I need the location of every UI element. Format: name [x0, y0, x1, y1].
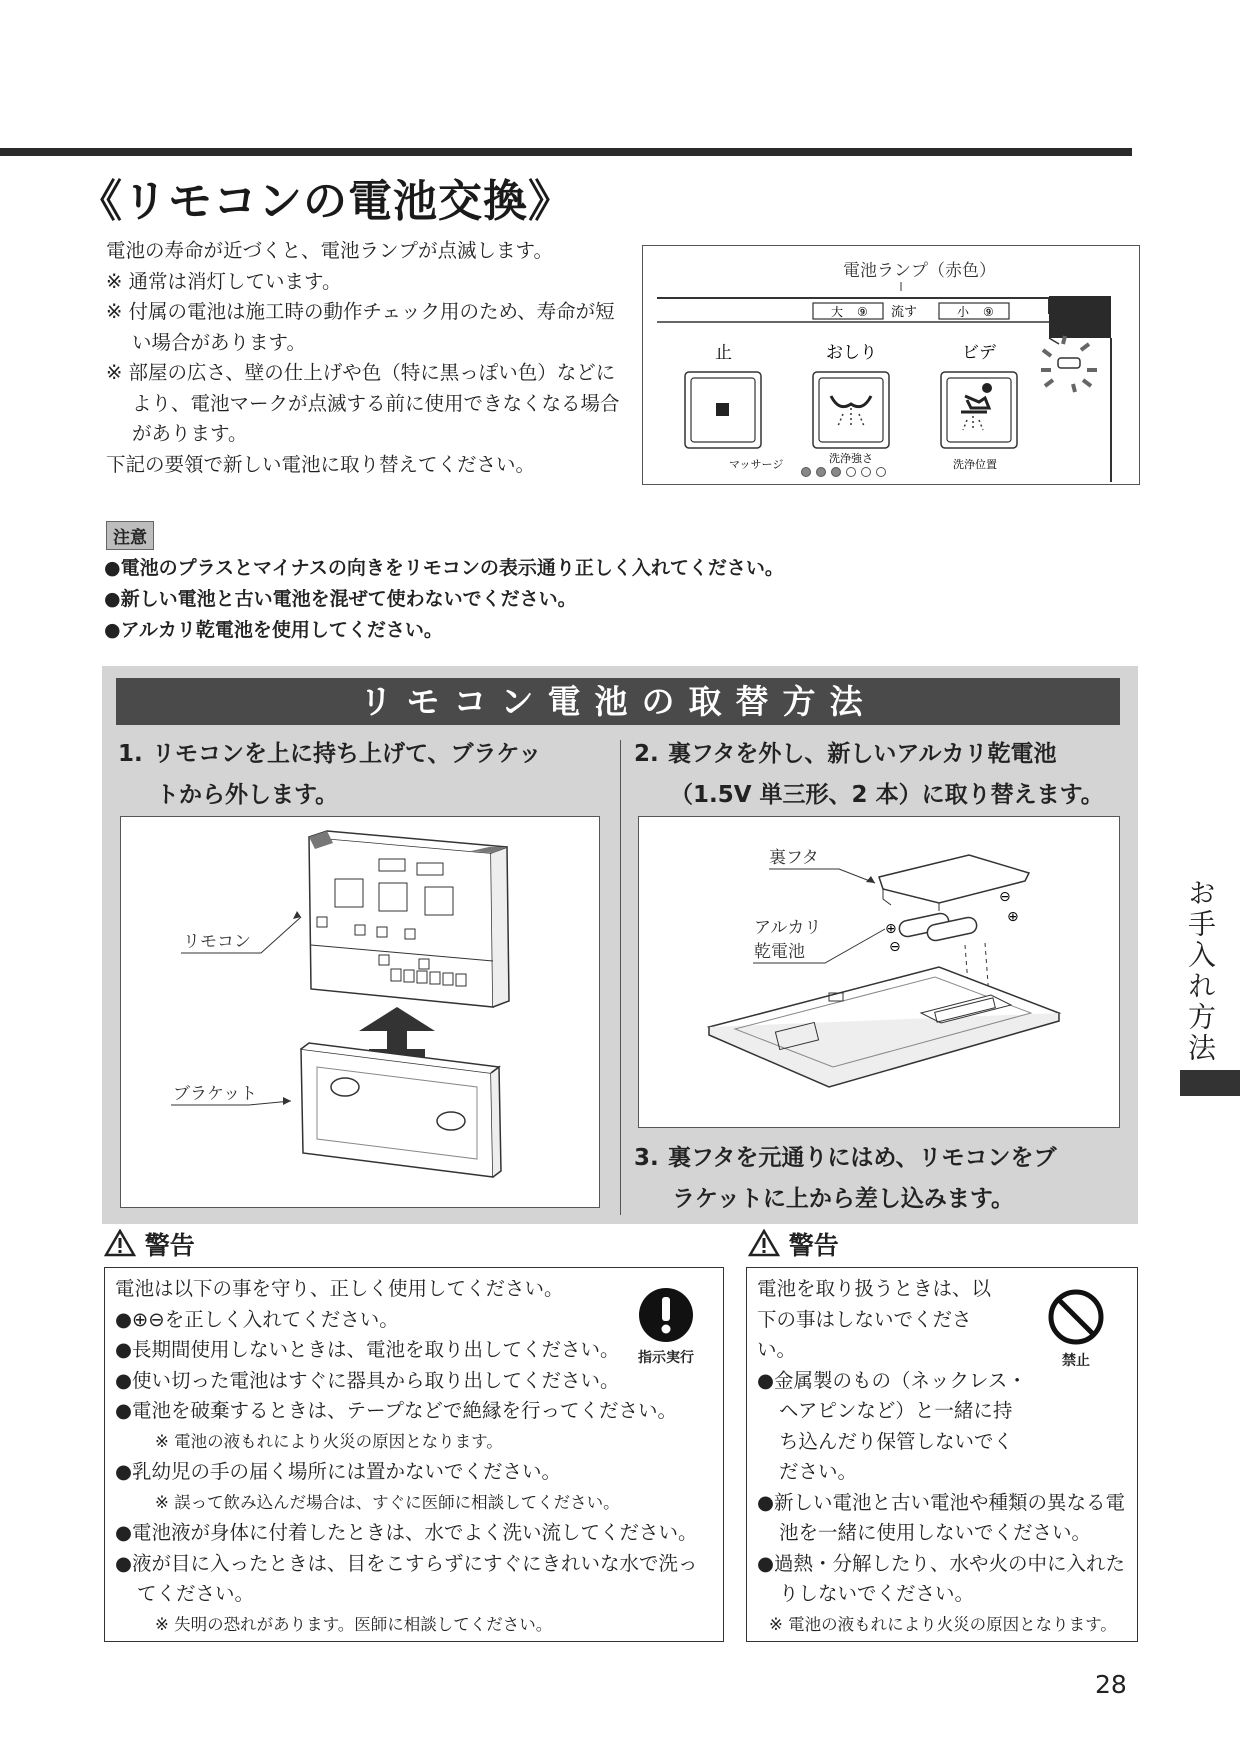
figure-remove-remote-drawing [121, 817, 599, 1207]
intro-note: ※ 通常は消灯しています。 [106, 269, 342, 293]
step-text: リモコンを上に持ち上げて、ブラケッ [152, 741, 542, 767]
warning-item: ●金属製のもの（ネックレス・ヘアピンなど）と一緒に持ち込んだり保管しないでください。 [757, 1368, 1027, 1483]
step-number: 2. [634, 741, 659, 767]
section-tab-marker [1180, 1070, 1240, 1096]
stop-icon [716, 403, 729, 416]
figure-replace-batteries-drawing [639, 817, 1119, 1127]
warning-item: ●長期間使用しないときは、電池を取り出してください。 [115, 1338, 620, 1361]
warning-icon [104, 1229, 136, 1257]
mandatory-action-label: 指示実行 [638, 1350, 694, 1366]
button-oshiri-label: おしり [826, 343, 877, 363]
intro-note: ※ 付属の電池は施工時の動作チェック用のため、寿命が短い場合があります。 [106, 300, 615, 354]
warning-left-box [104, 1267, 724, 1642]
remote-panel-figure [642, 245, 1140, 485]
caution-item: ●アルカリ乾電池を使用してください。 [104, 619, 443, 641]
section-side-tab: お手入れ方法 [1184, 878, 1217, 1064]
intro-line: 電池の寿命が近づくと、電池ランプが点滅します。 [106, 239, 553, 262]
warning-note: ※ 失明の恐れがあります。医師に相談してください。 [155, 1614, 553, 1634]
sub-position: 洗浄位置 [953, 458, 997, 471]
page-number: 28 [1095, 1670, 1127, 1699]
warning-intro: 電池は以下の事を守り、正しく使用してください。 [115, 1277, 564, 1300]
figure-remove-remote [120, 816, 600, 1208]
header-rule [0, 148, 1132, 156]
caution-item: ●新しい電池と古い電池を混ぜて使わないでください。 [104, 588, 577, 610]
svg-text:⊕: ⊕ [1007, 909, 1019, 925]
step-text: 裏フタを元通りにはめ、リモコンをブ [668, 1145, 1057, 1171]
button-bide-label: ビデ [962, 343, 996, 363]
step-number: 3. [634, 1145, 659, 1171]
warning-item: ●電池液が身体に付着したときは、水でよく洗い流してください。 [115, 1521, 698, 1544]
intro-line: 下記の要領で新しい電池に取り替えてください。 [106, 452, 536, 476]
sub-strength: 洗浄強さ [829, 452, 873, 465]
warning-note: ※ 電池の液もれにより火災の原因となります。 [769, 1614, 1117, 1634]
warning-title: 警告 [144, 1231, 195, 1260]
step-1 [118, 734, 541, 816]
step-text: ラケットに上から差し込みます。 [672, 1186, 1015, 1212]
caution-badge: 注意 [106, 521, 154, 550]
warning-right-heading [748, 1226, 839, 1262]
label-remote: リモコン [183, 932, 251, 952]
label-bracket: ブラケット [173, 1084, 258, 1104]
button-stop-label: 止 [715, 343, 732, 363]
intro-text [106, 236, 626, 480]
label-battery-2: 乾電池 [754, 942, 805, 962]
warning-item: ●使い切った電池はすぐに器具から取り出してください。 [115, 1368, 620, 1392]
warning-note: ※ 誤って飲み込んだ場合は、すぐに医師に相談してください。 [155, 1492, 620, 1512]
lamp-label: 電池ランプ（赤色） [843, 261, 996, 281]
procedure-title: リモコン電池の取替方法 [116, 678, 1120, 725]
warning-item: ●電池を破棄するときは、テープなどで絶縁を行ってください。 [115, 1399, 678, 1422]
warning-item: ●⊕⊖を正しく入れてください。 [115, 1307, 399, 1331]
warning-left-heading [104, 1226, 195, 1262]
top-button-large: 大 [831, 305, 844, 319]
warning-icon [748, 1229, 780, 1257]
strength-indicator [802, 468, 886, 477]
svg-text:⊕: ⊕ [885, 921, 897, 937]
figure-replace-batteries [638, 816, 1120, 1128]
top-button-small: 小 [957, 305, 970, 319]
step-2 [634, 734, 1104, 816]
svg-text:⑨: ⑨ [857, 305, 868, 319]
sub-massage: マッサージ [729, 458, 784, 471]
label-back-cover: 裏フタ [769, 848, 819, 868]
prohibition-label: 禁止 [1062, 1353, 1090, 1369]
svg-text:⊖: ⊖ [999, 889, 1011, 905]
prohibited-icon [1047, 1288, 1105, 1346]
label-battery-1: アルカリ [754, 918, 822, 938]
warning-item: ●乳幼児の手の届く場所には置かないでください。 [115, 1460, 562, 1483]
warning-intro: 電池を取り扱うときは、以下の事はしないでください。 [757, 1277, 992, 1361]
step-text: 裏フタを外し、新しいアルカリ乾電池 [668, 741, 1057, 767]
step-3 [634, 1138, 1056, 1220]
caution-item: ●電池のプラスとマイナスの向きをリモコンの表示通り正しく入れてください。 [104, 557, 784, 579]
mandatory-action-mark [632, 1287, 700, 1367]
warning-note: ※ 電池の液もれにより火災の原因となります。 [155, 1431, 503, 1451]
step-text: トから外します。 [156, 782, 339, 808]
warning-title: 警告 [788, 1231, 839, 1260]
exclamation-circle-icon [638, 1287, 694, 1343]
intro-note: ※ 部屋の広さ、壁の仕上げや色（特に黒っぽい色）などにより、電池マークが点滅する前に使用できなくなる場合があります。 [106, 361, 620, 445]
warning-item: ●新しい電池と古い電池や種類の異なる電池を一緒に使用しないでください。 [757, 1490, 1126, 1544]
remote-panel-drawing [643, 246, 1139, 484]
svg-text:⊖: ⊖ [889, 939, 901, 955]
top-button-flush: 流す [891, 305, 918, 320]
svg-text:⑨: ⑨ [983, 305, 994, 319]
warning-item: ●液が目に入ったときは、目をこすらずにすぐにきれいな水で洗ってください。 [115, 1551, 698, 1605]
procedure-divider [620, 740, 621, 1215]
prohibition-mark [1044, 1288, 1108, 1370]
warning-item: ●過熱・分解したり、水や火の中に入れたりしないでください。 [757, 1551, 1126, 1605]
caution-list [104, 553, 784, 646]
step-text: （1.5V 単三形、2 本）に取り替えます。 [670, 782, 1104, 808]
page-title: 《リモコンの電池交換》 [78, 176, 573, 227]
step-number: 1. [118, 741, 143, 767]
